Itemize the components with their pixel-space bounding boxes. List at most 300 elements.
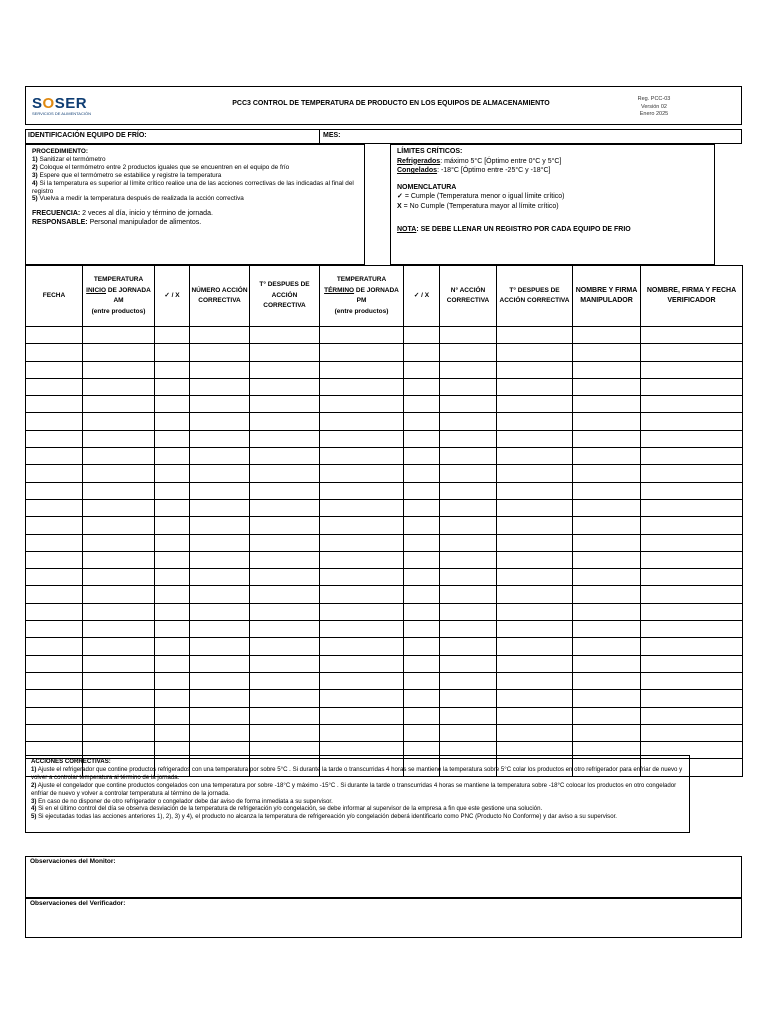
table-cell[interactable] — [404, 517, 440, 534]
table-cell[interactable] — [404, 327, 440, 344]
table-cell[interactable] — [190, 707, 250, 724]
table-cell[interactable] — [440, 638, 497, 655]
table-cell[interactable] — [573, 655, 641, 672]
table-cell[interactable] — [440, 482, 497, 499]
table-row — [26, 361, 743, 378]
table-cell[interactable] — [26, 707, 83, 724]
table-cell[interactable] — [155, 586, 190, 603]
table-cell[interactable] — [26, 534, 83, 551]
verifier-observations-field[interactable] — [25, 898, 742, 938]
table-cell[interactable] — [83, 724, 155, 741]
table-cell[interactable] — [250, 655, 320, 672]
table-cell[interactable] — [320, 448, 404, 465]
table-cell[interactable] — [250, 517, 320, 534]
table-cell[interactable] — [155, 534, 190, 551]
table-cell[interactable] — [440, 724, 497, 741]
document-title: PCC3 CONTROL DE TEMPERATURA DE PRODUCTO EN LOS EQUIPOS DE ALMACENAMIENTO — [232, 100, 550, 107]
table-cell[interactable] — [497, 413, 573, 430]
corrective-actions-box — [25, 755, 690, 833]
table-cell[interactable] — [641, 569, 743, 586]
table-cell[interactable] — [440, 672, 497, 689]
table-cell[interactable] — [155, 551, 190, 568]
table-cell[interactable] — [404, 361, 440, 378]
table-cell[interactable] — [155, 413, 190, 430]
table-cell[interactable] — [404, 569, 440, 586]
table-cell[interactable] — [320, 482, 404, 499]
table-cell[interactable] — [250, 430, 320, 447]
table-cell[interactable] — [497, 465, 573, 482]
table-cell[interactable] — [440, 569, 497, 586]
table-cell[interactable] — [404, 344, 440, 361]
table-cell[interactable] — [83, 690, 155, 707]
table-cell[interactable] — [190, 448, 250, 465]
table-cell[interactable] — [190, 482, 250, 499]
table-cell[interactable] — [573, 396, 641, 413]
table-cell[interactable] — [26, 621, 83, 638]
table-cell[interactable] — [250, 378, 320, 395]
table-cell[interactable] — [155, 430, 190, 447]
table-cell[interactable] — [190, 551, 250, 568]
table-cell[interactable] — [497, 586, 573, 603]
table-cell[interactable] — [83, 448, 155, 465]
table-cell[interactable] — [497, 603, 573, 620]
table-cell[interactable] — [440, 465, 497, 482]
table-cell[interactable] — [155, 327, 190, 344]
table-cell[interactable] — [26, 499, 83, 516]
table-cell[interactable] — [641, 499, 743, 516]
table-cell[interactable] — [641, 707, 743, 724]
table-cell[interactable] — [641, 361, 743, 378]
table-cell[interactable] — [641, 690, 743, 707]
col-header-temp-despues-2: T° DESPUES DE ACCIÓN CORRECTIVA — [497, 266, 573, 327]
table-cell[interactable] — [320, 724, 404, 741]
table-cell[interactable] — [497, 672, 573, 689]
table-cell[interactable] — [573, 482, 641, 499]
col-header-check-2: ✓ / X — [404, 266, 440, 327]
table-cell[interactable] — [26, 655, 83, 672]
equipment-id-label: IDENTIFICACIÓN EQUIPO DE FRÍO: — [28, 132, 147, 139]
table-cell[interactable] — [26, 551, 83, 568]
table-cell[interactable] — [440, 327, 497, 344]
col-header-check-1: ✓ / X — [155, 266, 190, 327]
table-cell[interactable] — [440, 517, 497, 534]
table-cell[interactable] — [83, 534, 155, 551]
table-cell[interactable] — [641, 672, 743, 689]
divider — [319, 130, 320, 143]
table-cell[interactable] — [250, 534, 320, 551]
table-cell[interactable] — [155, 517, 190, 534]
table-cell[interactable] — [641, 396, 743, 413]
table-cell[interactable] — [83, 603, 155, 620]
table-cell[interactable] — [83, 672, 155, 689]
table-cell[interactable] — [250, 344, 320, 361]
table-cell[interactable] — [250, 672, 320, 689]
table-cell[interactable] — [573, 361, 641, 378]
table-cell[interactable] — [573, 551, 641, 568]
table-cell[interactable] — [26, 378, 83, 395]
table-cell[interactable] — [440, 413, 497, 430]
procedure-steps — [32, 156, 358, 203]
corrective-action-item: 2) Ajuste el congelador que contine productos congelados con una temperatura por sobre -18°C y máximo -15°C . Si durante la tarde o transcurridas 4 horas se mantiene la temperatura sobre -18°C colocar los productos en otro congelador enfriar de nuevo y volver a controlar temperatura al término de la jornada. — [31, 781, 677, 797]
table-cell[interactable] — [83, 413, 155, 430]
table-cell[interactable] — [497, 569, 573, 586]
table-cell[interactable] — [190, 672, 250, 689]
table-row — [26, 430, 743, 447]
table-cell[interactable] — [497, 344, 573, 361]
table-cell[interactable] — [641, 638, 743, 655]
table-cell[interactable] — [320, 672, 404, 689]
table-cell[interactable] — [320, 707, 404, 724]
table-cell[interactable] — [641, 551, 743, 568]
table-cell[interactable] — [190, 413, 250, 430]
table-cell[interactable] — [641, 482, 743, 499]
table-cell[interactable] — [497, 448, 573, 465]
col-header-verificador: NOMBRE, FIRMA Y FECHA VERIFICADOR — [641, 266, 743, 327]
table-cell[interactable] — [250, 327, 320, 344]
table-cell[interactable] — [250, 621, 320, 638]
table-cell[interactable] — [250, 482, 320, 499]
table-cell[interactable] — [83, 344, 155, 361]
table-cell[interactable] — [497, 690, 573, 707]
table-row — [26, 465, 743, 482]
table-cell[interactable] — [641, 724, 743, 741]
table-cell[interactable] — [404, 448, 440, 465]
table-cell[interactable] — [440, 378, 497, 395]
table-cell[interactable] — [641, 344, 743, 361]
monitor-observations-field[interactable] — [25, 856, 742, 898]
table-cell[interactable] — [155, 396, 190, 413]
table-cell[interactable] — [190, 569, 250, 586]
table-cell[interactable] — [250, 396, 320, 413]
table-cell[interactable] — [320, 551, 404, 568]
table-cell[interactable] — [250, 448, 320, 465]
table-cell[interactable] — [155, 724, 190, 741]
table-cell[interactable] — [320, 413, 404, 430]
table-cell[interactable] — [440, 499, 497, 516]
table-cell[interactable] — [26, 603, 83, 620]
table-cell[interactable] — [190, 430, 250, 447]
table-cell[interactable] — [404, 413, 440, 430]
table-row — [26, 551, 743, 568]
table-cell[interactable] — [573, 621, 641, 638]
table-cell[interactable] — [404, 690, 440, 707]
table-row — [26, 344, 743, 361]
table-cell[interactable] — [320, 327, 404, 344]
table-cell[interactable] — [26, 396, 83, 413]
table-cell[interactable] — [320, 586, 404, 603]
table-cell[interactable] — [497, 517, 573, 534]
table-cell[interactable] — [404, 586, 440, 603]
table-cell[interactable] — [404, 724, 440, 741]
table-cell[interactable] — [440, 396, 497, 413]
table-cell[interactable] — [26, 638, 83, 655]
table-cell[interactable] — [404, 378, 440, 395]
table-cell[interactable] — [641, 603, 743, 620]
table-cell[interactable] — [250, 586, 320, 603]
table-cell[interactable] — [155, 482, 190, 499]
table-cell[interactable] — [26, 465, 83, 482]
table-cell[interactable] — [155, 499, 190, 516]
table-cell[interactable] — [155, 672, 190, 689]
table-cell[interactable] — [250, 551, 320, 568]
table-cell[interactable] — [497, 378, 573, 395]
table-cell[interactable] — [573, 569, 641, 586]
table-cell[interactable] — [497, 655, 573, 672]
table-cell[interactable] — [83, 396, 155, 413]
table-cell[interactable] — [320, 499, 404, 516]
table-cell[interactable] — [26, 517, 83, 534]
table-cell[interactable] — [641, 534, 743, 551]
table-cell[interactable] — [190, 499, 250, 516]
table-cell[interactable] — [573, 534, 641, 551]
monitor-observations-label: Observaciones del Monitor: — [30, 858, 116, 865]
table-cell[interactable] — [155, 361, 190, 378]
table-cell[interactable] — [320, 690, 404, 707]
responsible-line: RESPONSABLE: Personal manipulador de alimentos. — [32, 219, 202, 227]
table-cell[interactable] — [497, 327, 573, 344]
table-cell[interactable] — [404, 430, 440, 447]
table-cell[interactable] — [190, 396, 250, 413]
table-cell[interactable] — [190, 361, 250, 378]
table-cell[interactable] — [573, 499, 641, 516]
table-cell[interactable] — [83, 499, 155, 516]
table-cell[interactable] — [26, 448, 83, 465]
table-cell[interactable] — [320, 621, 404, 638]
table-cell[interactable] — [190, 586, 250, 603]
table-header-row — [26, 266, 743, 327]
table-cell[interactable] — [573, 638, 641, 655]
table-cell[interactable] — [497, 534, 573, 551]
corrective-action-item: 1) Ajuste el refrigerador que contine productos refrigerados con una temperatura por sobre 5°C . Si durante la tarde o transcurridas 4 horas se mantiene la temperatura sobre 5°C colar los productos en otro refrigerador para enfriar de nuevo y volver a controlar temperatura al término de la jornada. — [31, 765, 683, 781]
table-cell[interactable] — [440, 551, 497, 568]
table-cell[interactable] — [190, 534, 250, 551]
table-cell[interactable] — [641, 378, 743, 395]
table-cell[interactable] — [155, 638, 190, 655]
table-cell[interactable] — [404, 672, 440, 689]
table-cell[interactable] — [26, 344, 83, 361]
table-cell[interactable] — [83, 378, 155, 395]
table-cell[interactable] — [155, 621, 190, 638]
table-cell[interactable] — [440, 707, 497, 724]
table-cell[interactable] — [573, 378, 641, 395]
table-cell[interactable] — [320, 430, 404, 447]
table-cell[interactable] — [497, 638, 573, 655]
table-cell[interactable] — [190, 621, 250, 638]
table-cell[interactable] — [641, 448, 743, 465]
critical-limits-box — [390, 144, 715, 265]
table-cell[interactable] — [155, 569, 190, 586]
table-cell[interactable] — [573, 465, 641, 482]
table-cell[interactable] — [641, 586, 743, 603]
table-cell[interactable] — [155, 378, 190, 395]
table-cell[interactable] — [190, 517, 250, 534]
table-cell[interactable] — [404, 707, 440, 724]
table-cell[interactable] — [573, 327, 641, 344]
table-row — [26, 569, 743, 586]
table-cell[interactable] — [320, 603, 404, 620]
registry-date: Enero 2025 — [639, 111, 669, 117]
table-cell[interactable] — [250, 465, 320, 482]
equipment-id-row — [25, 129, 742, 144]
table-cell[interactable] — [404, 534, 440, 551]
table-cell[interactable] — [155, 603, 190, 620]
table-cell[interactable] — [83, 517, 155, 534]
table-cell[interactable] — [83, 482, 155, 499]
table-cell[interactable] — [190, 378, 250, 395]
table-cell[interactable] — [320, 361, 404, 378]
table-cell[interactable] — [83, 430, 155, 447]
table-cell[interactable] — [155, 690, 190, 707]
table-cell[interactable] — [83, 361, 155, 378]
table-cell[interactable] — [320, 534, 404, 551]
registry-code: Reg. PCC-03 — [637, 96, 671, 102]
table-cell[interactable] — [440, 448, 497, 465]
table-cell[interactable] — [641, 517, 743, 534]
table-cell[interactable] — [641, 327, 743, 344]
x-icon: X — [397, 202, 402, 210]
table-cell[interactable] — [440, 430, 497, 447]
table-cell[interactable] — [83, 551, 155, 568]
table-cell[interactable] — [573, 430, 641, 447]
table-cell[interactable] — [573, 603, 641, 620]
table-cell[interactable] — [190, 690, 250, 707]
table-cell[interactable] — [404, 638, 440, 655]
table-cell[interactable] — [440, 361, 497, 378]
table-cell[interactable] — [320, 655, 404, 672]
table-cell[interactable] — [190, 465, 250, 482]
table-cell[interactable] — [190, 724, 250, 741]
table-cell[interactable] — [497, 499, 573, 516]
table-cell[interactable] — [320, 465, 404, 482]
table-cell[interactable] — [250, 499, 320, 516]
table-cell[interactable] — [573, 724, 641, 741]
table-cell[interactable] — [573, 707, 641, 724]
table-cell[interactable] — [320, 344, 404, 361]
table-cell[interactable] — [573, 517, 641, 534]
table-cell[interactable] — [573, 690, 641, 707]
table-cell[interactable] — [190, 655, 250, 672]
table-cell[interactable] — [26, 361, 83, 378]
table-cell[interactable] — [404, 499, 440, 516]
table-cell[interactable] — [26, 724, 83, 741]
table-cell[interactable] — [26, 430, 83, 447]
table-cell[interactable] — [250, 724, 320, 741]
table-cell[interactable] — [155, 448, 190, 465]
table-cell[interactable] — [573, 413, 641, 430]
nomenclature-title: NOMENCLATURA — [397, 183, 457, 191]
table-cell[interactable] — [320, 569, 404, 586]
table-cell[interactable] — [190, 327, 250, 344]
table-cell[interactable] — [440, 690, 497, 707]
table-cell[interactable] — [250, 569, 320, 586]
table-cell[interactable] — [250, 707, 320, 724]
table-cell[interactable] — [250, 413, 320, 430]
table-cell[interactable] — [26, 569, 83, 586]
table-cell[interactable] — [155, 344, 190, 361]
month-label: MES: — [323, 132, 341, 139]
table-cell[interactable] — [440, 655, 497, 672]
table-cell[interactable] — [155, 707, 190, 724]
table-cell[interactable] — [320, 638, 404, 655]
table-cell[interactable] — [440, 344, 497, 361]
table-cell[interactable] — [26, 482, 83, 499]
table-cell[interactable] — [573, 344, 641, 361]
table-cell[interactable] — [497, 430, 573, 447]
table-cell[interactable] — [497, 724, 573, 741]
table-cell[interactable] — [404, 621, 440, 638]
table-cell[interactable] — [641, 655, 743, 672]
table-cell[interactable] — [404, 551, 440, 568]
table-cell[interactable] — [320, 396, 404, 413]
table-cell[interactable] — [250, 638, 320, 655]
table-cell[interactable] — [641, 465, 743, 482]
table-cell[interactable] — [641, 413, 743, 430]
table-cell[interactable] — [250, 361, 320, 378]
table-cell[interactable] — [26, 672, 83, 689]
table-cell[interactable] — [641, 430, 743, 447]
table-cell[interactable] — [83, 569, 155, 586]
table-cell[interactable] — [320, 378, 404, 395]
table-cell[interactable] — [83, 327, 155, 344]
table-cell[interactable] — [404, 655, 440, 672]
table-cell[interactable] — [497, 482, 573, 499]
table-cell[interactable] — [250, 603, 320, 620]
table-cell[interactable] — [83, 655, 155, 672]
table-row — [26, 499, 743, 516]
table-cell[interactable] — [250, 690, 320, 707]
table-cell[interactable] — [83, 638, 155, 655]
table-cell[interactable] — [497, 361, 573, 378]
table-cell[interactable] — [404, 482, 440, 499]
temperature-log-table — [25, 265, 742, 755]
table-cell[interactable] — [83, 621, 155, 638]
table-cell[interactable] — [190, 344, 250, 361]
table-cell[interactable] — [404, 396, 440, 413]
table-cell[interactable] — [404, 603, 440, 620]
table-cell[interactable] — [83, 586, 155, 603]
table-cell[interactable] — [404, 465, 440, 482]
table-cell[interactable] — [26, 327, 83, 344]
table-cell[interactable] — [26, 586, 83, 603]
table-cell[interactable] — [83, 707, 155, 724]
table-cell[interactable] — [497, 621, 573, 638]
table-cell[interactable] — [641, 621, 743, 638]
table-row — [26, 586, 743, 603]
table-cell[interactable] — [497, 396, 573, 413]
table-cell[interactable] — [440, 621, 497, 638]
table-cell[interactable] — [497, 707, 573, 724]
table-cell[interactable] — [440, 586, 497, 603]
table-cell[interactable] — [83, 465, 155, 482]
table-cell[interactable] — [155, 655, 190, 672]
table-cell[interactable] — [573, 672, 641, 689]
table-cell[interactable] — [190, 603, 250, 620]
table-cell[interactable] — [26, 413, 83, 430]
table-row — [26, 534, 743, 551]
actions-list — [31, 766, 684, 821]
table-row — [26, 482, 743, 499]
table-cell[interactable] — [440, 534, 497, 551]
table-cell[interactable] — [573, 586, 641, 603]
table-cell[interactable] — [26, 690, 83, 707]
table-cell[interactable] — [190, 638, 250, 655]
table-cell[interactable] — [440, 603, 497, 620]
col-header-temp-termino: TEMPERATURA TÉRMINO DE JORNADA PM (entre productos) — [320, 266, 404, 327]
table-cell[interactable] — [155, 465, 190, 482]
table-cell[interactable] — [497, 551, 573, 568]
table-cell[interactable] — [320, 517, 404, 534]
table-cell[interactable] — [573, 448, 641, 465]
